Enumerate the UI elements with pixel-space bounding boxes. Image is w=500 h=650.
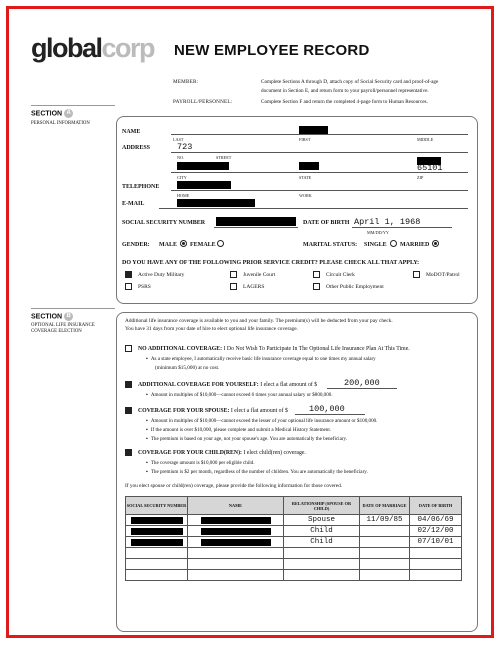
name-cell[interactable] <box>188 526 284 537</box>
married-radio[interactable] <box>432 240 439 247</box>
no-label: NO. <box>177 155 185 160</box>
relationship-cell[interactable]: Child <box>284 526 360 537</box>
dob-label: DATE OF BIRTH <box>303 220 350 226</box>
no-coverage-option: NO ADDITIONAL COVERAGE: I Do Not Wish To Participate In The Optional Life Insurance Plan At This Time. <box>138 346 410 352</box>
state-label: STATE <box>299 175 312 180</box>
dob-cell[interactable]: 02/12/00 <box>410 526 462 537</box>
marriage-cell[interactable]: 11/09/85 <box>360 515 410 526</box>
street-line <box>171 152 468 153</box>
marriage-cell[interactable] <box>360 548 410 559</box>
self-amount-line <box>327 388 397 389</box>
redacted-ssn <box>131 539 183 546</box>
table-header-row <box>126 497 462 515</box>
no-coverage-checkbox[interactable] <box>125 345 132 352</box>
name-line <box>171 134 468 135</box>
table-row <box>126 559 462 570</box>
address-label: ADDRESS <box>122 145 151 151</box>
marriage-cell[interactable] <box>360 526 410 537</box>
table-intro: If you elect spouse or child(ren) coverage, please provide the following information for those covered. <box>125 483 343 489</box>
service-option-label: Active Duty Military <box>138 272 185 278</box>
work-label: WORK <box>299 193 312 198</box>
redacted-ssn <box>131 517 183 524</box>
service-option-label: MoDOT/Patrol <box>426 272 460 278</box>
zip-value[interactable]: 65101 <box>417 163 443 173</box>
service-question: DO YOU HAVE ANY OF THE FOLLOWING PRIOR SERVICE CREDIT? PLEASE CHECK ALL THAT APPLY: <box>122 260 420 266</box>
dob-cell[interactable] <box>410 548 462 559</box>
table-row <box>126 515 462 526</box>
self-coverage-option: ADDITIONAL COVERAGE FOR YOURSELF: I elect a flat amount of $ <box>138 382 318 388</box>
ssn-cell[interactable] <box>126 548 188 559</box>
section-a-subtitle: PERSONAL INFORMATION <box>31 121 90 126</box>
spouse-coverage-option: COVERAGE FOR YOUR SPOUSE: I elect a flat amount of $ <box>138 408 288 414</box>
member-text-1: Complete Sections A through D, attach copy of Social Security card and proof-of-age <box>261 79 439 85</box>
last-label: LAST <box>173 137 184 142</box>
member-text-2: document in Section E, and return form to your payroll/personnel representative. <box>261 88 429 94</box>
section-a-divider <box>31 105 115 106</box>
service-checkbox-6[interactable] <box>313 283 320 290</box>
col-header-marriage: DATE OF MARRIAGE <box>360 497 410 515</box>
marriage-cell[interactable] <box>360 570 410 581</box>
ssn-cell[interactable] <box>126 570 188 581</box>
self-coverage-amount[interactable]: 200,000 <box>344 378 380 388</box>
dob-value[interactable]: April 1, 1968 <box>354 217 421 227</box>
address-number[interactable]: 723 <box>177 142 193 152</box>
redacted-name <box>201 539 271 546</box>
name-cell[interactable] <box>188 570 284 581</box>
dob-cell[interactable]: 04/06/69 <box>410 515 462 526</box>
no-coverage-note-2: (minimum $15,000) at no cost. <box>155 365 220 371</box>
spouse-note-2: ▪ If the amount is over $10,000, please complete and submit a Medical History Statement. <box>146 427 331 433</box>
city-label: CITY <box>177 175 187 180</box>
section-b-divider <box>31 308 115 309</box>
service-option-label: Juvenile Court <box>243 272 276 278</box>
name-label: NAME <box>122 129 141 135</box>
section-b-intro-2: You have 31 days from your date of hire to elect optional life insurance coverage. <box>125 326 298 332</box>
child-coverage-option: COVERAGE FOR YOUR CHILD(REN): I elect child(ren) coverage. <box>138 450 306 456</box>
single-label: SINGLE <box>364 242 387 248</box>
relationship-cell[interactable] <box>284 559 360 570</box>
ssn-line <box>214 227 298 228</box>
ssn-label: SOCIAL SECURITY NUMBER <box>122 220 206 226</box>
home-label: HOME <box>177 193 190 198</box>
payroll-text: Complete Section F and return the completed 4-page form to Human Resources. <box>261 99 428 105</box>
relationship-cell[interactable]: Spouse <box>284 515 360 526</box>
payroll-label: PAYROLL/PERSONNEL: <box>173 99 233 105</box>
middle-label: MIDDLE <box>417 137 434 142</box>
service-checkbox-3[interactable] <box>413 271 420 278</box>
section-b-subtitle-1: OPTIONAL LIFE INSURANCE <box>31 323 95 328</box>
spouse-note-1: ▪ Amount in multiples of $10,000—cannot exceed the lesser of your optional life insurance amount or $100,000. <box>146 418 377 424</box>
female-label: FEMALE <box>190 242 216 248</box>
married-label: MARRIED <box>400 242 430 248</box>
redacted-name <box>201 528 271 535</box>
marriage-cell[interactable] <box>360 537 410 548</box>
dob-format: MM/DD/YY <box>367 230 389 235</box>
redacted-name <box>201 517 271 524</box>
page-title: NEW EMPLOYEE RECORD <box>174 42 370 59</box>
child-note-2: ▪ The premium is $2 per month, regardless of the number of children. You are automatically the beneficiary. <box>146 469 368 475</box>
dob-line <box>352 227 452 228</box>
self-coverage-checkbox[interactable] <box>125 381 132 388</box>
form-page <box>6 6 494 638</box>
ssn-cell[interactable] <box>126 526 188 537</box>
table-row <box>126 548 462 559</box>
redacted-email <box>177 199 255 207</box>
relationship-cell[interactable] <box>284 548 360 559</box>
name-cell[interactable] <box>188 559 284 570</box>
relationship-cell[interactable] <box>284 570 360 581</box>
col-header-dob: DATE OF BIRTH <box>410 497 462 515</box>
section-b-subtitle-2: COVERAGE ELECTION <box>31 329 82 334</box>
company-logo: globalcorp <box>31 33 155 63</box>
redacted-city <box>177 162 229 170</box>
dependents-table <box>125 496 462 581</box>
redacted-first-name <box>299 126 328 134</box>
redacted-ssn <box>216 217 296 226</box>
single-radio[interactable] <box>390 240 397 247</box>
spouse-coverage-amount[interactable]: 100,000 <box>309 404 345 414</box>
ssn-cell[interactable] <box>126 515 188 526</box>
male-label: MALE <box>159 242 177 248</box>
col-header-relationship: RELATIONSHIP (SPOUSE OR CHILD) <box>284 497 360 515</box>
female-radio[interactable] <box>217 240 224 247</box>
service-checkbox-2[interactable] <box>313 271 320 278</box>
gender-label: GENDER: <box>122 242 150 248</box>
service-checkbox-0[interactable] <box>125 271 132 278</box>
section-a-title: SECTION A <box>31 109 73 118</box>
name-cell[interactable] <box>188 515 284 526</box>
child-coverage-checkbox[interactable] <box>125 449 132 456</box>
spouse-amount-line <box>295 414 365 415</box>
email-label: E-MAIL <box>122 201 145 207</box>
ssn-cell[interactable] <box>126 537 188 548</box>
name-cell[interactable] <box>188 537 284 548</box>
service-option-label: Circuit Clerk <box>326 272 355 278</box>
redacted-state <box>299 162 319 170</box>
section-b-title: SECTION B <box>31 312 73 321</box>
marital-label: MARITAL STATUS: <box>303 242 358 248</box>
service-checkbox-1[interactable] <box>230 271 237 278</box>
dob-cell[interactable]: 07/10/01 <box>410 537 462 548</box>
member-label: MEMBER: <box>173 79 199 85</box>
male-radio[interactable] <box>180 240 187 247</box>
email-line <box>159 208 468 209</box>
street-label: STREET <box>216 155 232 160</box>
service-checkbox-4[interactable] <box>125 283 132 290</box>
spouse-note-3: ▪ The premium is based on your age, not your spouse's age. You are automatically the beneficiary. <box>146 436 347 442</box>
dob-cell[interactable] <box>410 570 462 581</box>
first-label: FIRST <box>299 137 311 142</box>
table-row <box>126 570 462 581</box>
relationship-cell[interactable]: Child <box>284 537 360 548</box>
table-row <box>126 537 462 548</box>
telephone-label: TELEPHONE <box>122 184 160 190</box>
table-row <box>126 526 462 537</box>
zip-label: ZIP <box>417 175 424 180</box>
spouse-coverage-checkbox[interactable] <box>125 407 132 414</box>
redacted-home-phone <box>177 181 231 189</box>
service-option-label: PSRS <box>138 284 151 290</box>
telephone-line <box>171 190 468 191</box>
name-cell[interactable] <box>188 548 284 559</box>
no-coverage-note-1: ▪ As a state employee, I automatically receive basic life insurance coverage equal to one times my annual salary <box>146 356 376 362</box>
redacted-ssn <box>131 528 183 535</box>
section-b-intro-1: Additional life insurance coverage is available to you and your family. The premium(s) will be deducted from your pay check. <box>125 318 393 324</box>
dob-cell[interactable] <box>410 559 462 570</box>
service-option-label: Other Public Employment <box>326 284 384 290</box>
col-header-ssn: SOCIAL SECURITY NUMBER <box>126 497 188 515</box>
self-coverage-note: ▪ Amount in multiples of $10,000—cannot exceed 6 times your annual salary or $800,000. <box>146 392 333 398</box>
service-option-label: LAGERS <box>243 284 265 290</box>
city-line <box>171 172 468 173</box>
col-header-name: NAME <box>188 497 284 515</box>
ssn-cell[interactable] <box>126 559 188 570</box>
child-note-1: ▪ The coverage amount is $10,000 per eligible child. <box>146 460 255 466</box>
marriage-cell[interactable] <box>360 559 410 570</box>
service-checkbox-5[interactable] <box>230 283 237 290</box>
